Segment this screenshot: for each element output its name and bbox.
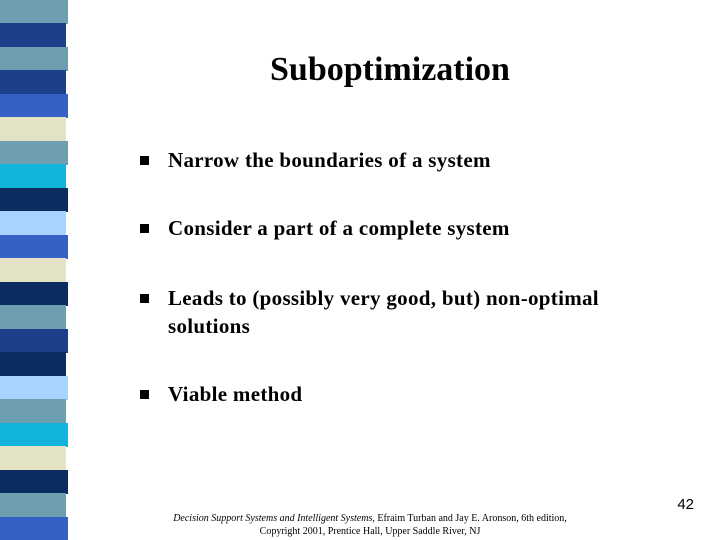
slide-title: Suboptimization [270, 51, 510, 88]
footer-credits-line1: , Efraim Turban and Jay E. Aronson, 6th edition, [372, 513, 567, 524]
footer-book-title: Decision Support Systems and Intelligent Systems [173, 513, 373, 524]
square-bullet-icon [140, 156, 149, 165]
square-bullet-icon [140, 294, 149, 303]
square-bullet-icon [140, 224, 149, 233]
bullet-text: Leads to (possibly very good, but) non-optimal solutions [168, 286, 599, 338]
page-number: 42 [677, 496, 694, 513]
bullet-text: Consider a part of a complete system [168, 216, 510, 240]
footer-citation [150, 512, 590, 538]
footer-credits-line2: Copyright 2001, Prentice Hall, Upper Saddle River, NJ [259, 526, 481, 537]
bullet-text: Narrow the boundaries of a system [168, 148, 491, 172]
bullet-text: Viable method [168, 382, 303, 406]
square-bullet-icon [140, 390, 149, 399]
